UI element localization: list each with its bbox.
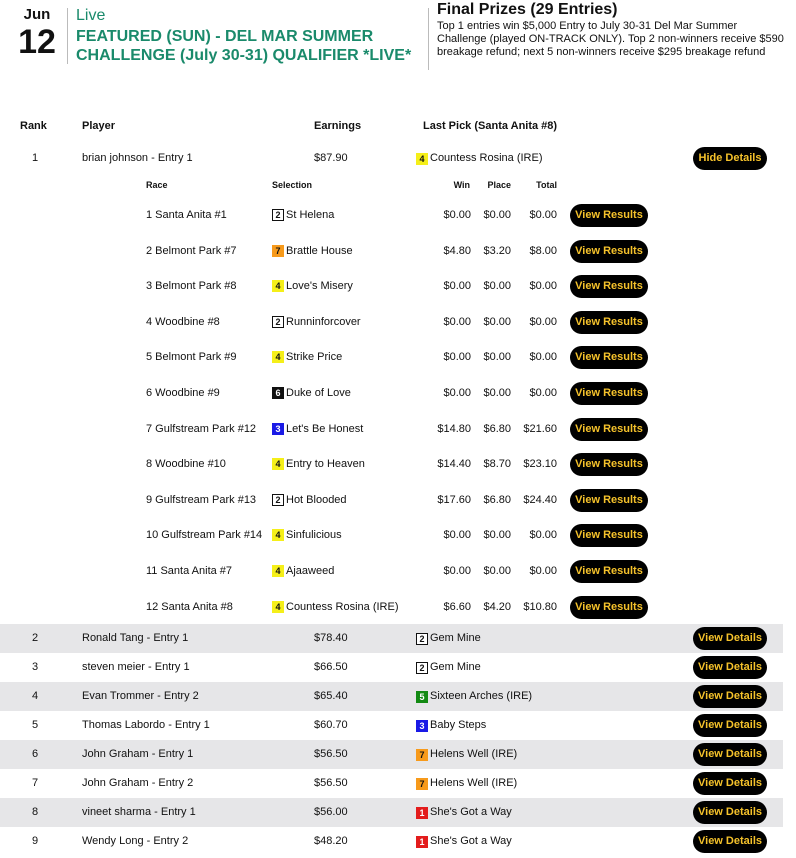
total-amount: $21.60 bbox=[523, 422, 557, 435]
win-amount: $14.80 bbox=[437, 422, 471, 435]
view-results-button[interactable]: View Results bbox=[570, 346, 648, 369]
earnings-cell: $66.50 bbox=[314, 661, 348, 673]
leaderboard-row bbox=[0, 798, 783, 827]
rank-cell: 7 bbox=[32, 777, 39, 789]
view-results-button[interactable]: View Results bbox=[570, 453, 648, 476]
horse-name: Gem Mine bbox=[430, 661, 481, 673]
contest-status: Live bbox=[76, 7, 106, 24]
horse-name: Entry to Heaven bbox=[286, 458, 365, 471]
race-name: 2 Belmont Park #7 bbox=[146, 244, 237, 257]
prizes-heading: Final Prizes (29 Entries) bbox=[437, 1, 618, 18]
player-name: vineet sharma - Entry 1 bbox=[82, 806, 196, 818]
rank-cell: 3 bbox=[32, 661, 39, 673]
program-number: 4 bbox=[272, 280, 284, 292]
race-name: 8 Woodbine #10 bbox=[146, 458, 226, 471]
leaderboard-row bbox=[0, 711, 783, 740]
rank-cell: 1 bbox=[32, 152, 39, 164]
race-name: 12 Santa Anita #8 bbox=[146, 600, 233, 613]
program-number: 4 bbox=[272, 351, 284, 363]
place-amount: $6.80 bbox=[483, 493, 511, 506]
view-details-button[interactable]: View Details bbox=[693, 627, 767, 650]
program-number: 7 bbox=[416, 778, 428, 790]
details-header-selection: Selection bbox=[272, 180, 313, 190]
selection bbox=[272, 201, 334, 229]
view-details-button[interactable]: View Details bbox=[693, 772, 767, 795]
program-number: 4 bbox=[272, 529, 284, 541]
contest-header bbox=[0, 0, 796, 74]
race-name: 1 Santa Anita #1 bbox=[146, 209, 227, 221]
race-name: 5 Belmont Park #9 bbox=[146, 351, 237, 364]
horse-name: Sixteen Arches (IRE) bbox=[430, 690, 533, 702]
place-amount: $0.00 bbox=[483, 315, 511, 328]
race-detail-row bbox=[0, 450, 783, 478]
rank-cell: 9 bbox=[32, 835, 39, 847]
details-header-race: Race bbox=[146, 180, 168, 190]
leaderboard-row bbox=[0, 144, 783, 173]
horse-name: Brattle House bbox=[286, 244, 353, 257]
column-header-player: Player bbox=[82, 120, 116, 132]
last-pick bbox=[416, 624, 481, 653]
contest-date bbox=[14, 6, 60, 60]
prizes-description: Top 1 entries win $5,000 Entry to July 30-31 Del Mar Summer Challenge (played ON-TRACK ONLY). Top 2 non-winners receive $590 breakage refund; next 5 non-winners receive $295 breakage refund bbox=[437, 20, 784, 58]
total-amount: $23.10 bbox=[523, 458, 557, 471]
total-amount: $0.00 bbox=[529, 209, 557, 221]
win-amount: $0.00 bbox=[443, 351, 471, 364]
last-pick bbox=[416, 682, 532, 711]
place-amount: $0.00 bbox=[483, 351, 511, 364]
rank-cell: 4 bbox=[32, 690, 39, 702]
selection bbox=[272, 343, 342, 371]
horse-name: She's Got a Way bbox=[430, 835, 512, 847]
win-amount: $4.80 bbox=[443, 244, 471, 257]
selection bbox=[272, 521, 342, 549]
selection bbox=[272, 557, 334, 585]
win-amount: $0.00 bbox=[443, 280, 471, 293]
horse-name: Strike Price bbox=[286, 351, 343, 364]
race-detail-row bbox=[0, 557, 783, 585]
program-number: 3 bbox=[416, 720, 428, 732]
view-details-button[interactable]: View Details bbox=[693, 656, 767, 679]
total-amount: $10.80 bbox=[523, 600, 557, 613]
horse-name: She's Got a Way bbox=[430, 806, 512, 818]
player-name: brian johnson - Entry 1 bbox=[82, 152, 193, 164]
earnings-cell: $56.50 bbox=[314, 748, 348, 760]
details-header-win: Win bbox=[453, 180, 470, 190]
program-number: 2 bbox=[272, 494, 284, 506]
horse-name: Countess Rosina (IRE) bbox=[286, 600, 399, 613]
last-pick bbox=[416, 798, 512, 827]
header-divider bbox=[67, 8, 68, 64]
horse-name: Gem Mine bbox=[430, 632, 481, 644]
hide-details-button[interactable]: Hide Details bbox=[693, 147, 767, 170]
column-header-earnings: Earnings bbox=[314, 120, 362, 132]
rank-cell: 6 bbox=[32, 748, 39, 760]
place-amount: $6.80 bbox=[483, 422, 511, 435]
win-amount: $6.60 bbox=[443, 600, 471, 613]
win-amount: $0.00 bbox=[443, 529, 471, 542]
race-detail-row bbox=[0, 521, 783, 549]
horse-name: Sinfulicious bbox=[286, 529, 342, 542]
race-name: 7 Gulfstream Park #12 bbox=[146, 422, 257, 435]
program-number: 1 bbox=[416, 836, 428, 848]
program-number: 4 bbox=[272, 458, 284, 470]
earnings-cell: $48.20 bbox=[314, 835, 348, 847]
total-amount: $0.00 bbox=[529, 529, 557, 542]
date-month: Jun bbox=[23, 6, 51, 23]
player-name: Thomas Labordo - Entry 1 bbox=[82, 719, 210, 731]
horse-name: Duke of Love bbox=[286, 387, 351, 399]
earnings-cell: $87.90 bbox=[314, 152, 348, 164]
place-amount: $0.00 bbox=[483, 529, 511, 542]
race-detail-row bbox=[0, 201, 783, 229]
horse-name: Helens Well (IRE) bbox=[430, 748, 518, 760]
race-detail-row bbox=[0, 593, 783, 621]
selection bbox=[272, 237, 353, 265]
prizes-block bbox=[437, 0, 789, 59]
view-results-button[interactable]: View Results bbox=[570, 311, 648, 334]
date-day: 12 bbox=[18, 23, 56, 61]
player-name: Evan Trommer - Entry 2 bbox=[82, 690, 199, 702]
earnings-cell: $60.70 bbox=[314, 719, 348, 731]
leaderboard-row bbox=[0, 827, 783, 856]
program-number: 2 bbox=[272, 316, 284, 328]
player-name: John Graham - Entry 2 bbox=[82, 777, 194, 789]
earnings-cell: $65.40 bbox=[314, 690, 348, 702]
race-detail-row bbox=[0, 379, 783, 407]
selection bbox=[272, 593, 399, 621]
program-number: 6 bbox=[272, 387, 284, 399]
place-amount: $0.00 bbox=[483, 387, 511, 399]
last-pick bbox=[416, 653, 481, 682]
view-details-button[interactable]: View Details bbox=[693, 685, 767, 708]
leaderboard-row bbox=[0, 653, 783, 682]
race-name: 3 Belmont Park #8 bbox=[146, 280, 237, 293]
race-name: 6 Woodbine #9 bbox=[146, 387, 220, 399]
total-amount: $0.00 bbox=[529, 387, 557, 399]
earnings-cell: $56.00 bbox=[314, 806, 348, 818]
earnings-cell: $56.50 bbox=[314, 777, 348, 789]
race-name: 10 Gulfstream Park #14 bbox=[146, 529, 263, 542]
horse-name: Runninforcover bbox=[286, 315, 361, 328]
leaderboard-row bbox=[0, 624, 783, 653]
contest-title-block bbox=[76, 6, 421, 65]
selection bbox=[272, 379, 351, 407]
leaderboard-row bbox=[0, 769, 783, 798]
horse-name: Let's Be Honest bbox=[286, 422, 364, 435]
program-number: 4 bbox=[272, 601, 284, 613]
view-results-button[interactable]: View Results bbox=[570, 240, 648, 263]
horse-name: Baby Steps bbox=[430, 719, 487, 731]
program-number: 2 bbox=[416, 633, 428, 645]
race-name: 11 Santa Anita #7 bbox=[146, 565, 233, 577]
total-amount: $0.00 bbox=[529, 315, 557, 328]
race-name: 9 Gulfstream Park #13 bbox=[146, 493, 257, 506]
leaderboard-row bbox=[0, 740, 783, 769]
header-divider bbox=[428, 8, 429, 70]
horse-name: St Helena bbox=[286, 209, 335, 221]
horse-name: Helens Well (IRE) bbox=[430, 777, 518, 789]
program-number: 7 bbox=[416, 749, 428, 761]
player-name: John Graham - Entry 1 bbox=[82, 748, 194, 760]
race-detail-row bbox=[0, 237, 783, 265]
race-detail-row bbox=[0, 272, 783, 300]
selection bbox=[272, 308, 361, 336]
view-details-button[interactable]: View Details bbox=[693, 801, 767, 824]
race-detail-row bbox=[0, 308, 783, 336]
program-number: 7 bbox=[272, 245, 284, 257]
view-results-button[interactable]: View Results bbox=[570, 204, 648, 227]
view-details-button[interactable]: View Details bbox=[693, 743, 767, 766]
program-number: 2 bbox=[416, 662, 428, 674]
place-amount: $4.20 bbox=[483, 600, 511, 613]
last-pick bbox=[416, 144, 543, 173]
win-amount: $0.00 bbox=[443, 387, 471, 399]
details-header-place: Place bbox=[487, 180, 511, 190]
horse-name: Ajaaweed bbox=[286, 565, 335, 577]
last-pick bbox=[416, 711, 486, 740]
view-results-button[interactable]: View Results bbox=[570, 560, 648, 583]
earnings-cell: $78.40 bbox=[314, 632, 348, 644]
view-results-button[interactable]: View Results bbox=[570, 418, 648, 441]
view-details-button[interactable]: View Details bbox=[693, 830, 767, 853]
place-amount: $8.70 bbox=[483, 458, 511, 471]
rank-cell: 2 bbox=[32, 632, 39, 644]
program-number: 1 bbox=[416, 807, 428, 819]
total-amount: $0.00 bbox=[529, 351, 557, 364]
place-amount: $0.00 bbox=[483, 209, 511, 221]
program-number: 2 bbox=[272, 209, 284, 221]
rank-cell: 8 bbox=[32, 806, 39, 818]
place-amount: $3.20 bbox=[483, 244, 511, 257]
race-detail-row bbox=[0, 415, 783, 443]
view-results-button[interactable]: View Results bbox=[570, 524, 648, 547]
column-header-last-pick: Last Pick (Santa Anita #8) bbox=[423, 120, 558, 132]
last-pick bbox=[416, 827, 512, 856]
last-pick bbox=[416, 740, 517, 769]
total-amount: $0.00 bbox=[529, 280, 557, 293]
race-name: 4 Woodbine #8 bbox=[146, 315, 220, 328]
view-results-button[interactable]: View Results bbox=[570, 275, 648, 298]
race-detail-row bbox=[0, 343, 783, 371]
view-results-button[interactable]: View Results bbox=[570, 596, 648, 619]
horse-name: Hot Blooded bbox=[286, 493, 347, 506]
view-results-button[interactable]: View Results bbox=[570, 489, 648, 512]
selection bbox=[272, 486, 347, 514]
win-amount: $14.40 bbox=[437, 458, 471, 471]
win-amount: $17.60 bbox=[437, 493, 471, 506]
total-amount: $24.40 bbox=[523, 493, 557, 506]
win-amount: $0.00 bbox=[443, 565, 471, 577]
total-amount: $0.00 bbox=[529, 565, 557, 577]
horse-name: Countess Rosina (IRE) bbox=[430, 152, 543, 164]
column-header-rank: Rank bbox=[20, 120, 47, 132]
player-name: steven meier - Entry 1 bbox=[82, 661, 190, 673]
place-amount: $0.00 bbox=[483, 280, 511, 293]
selection bbox=[272, 450, 365, 478]
contest-title: FEATURED (SUN) - DEL MAR SUMMER CHALLENGE (July 30-31) QUALIFIER *LIVE* bbox=[76, 28, 412, 64]
program-number: 4 bbox=[416, 153, 428, 165]
horse-name: Love's Misery bbox=[286, 280, 353, 293]
player-name: Wendy Long - Entry 2 bbox=[82, 835, 189, 847]
win-amount: $0.00 bbox=[443, 209, 471, 221]
total-amount: $8.00 bbox=[529, 244, 557, 257]
rank-cell: 5 bbox=[32, 719, 39, 731]
program-number: 5 bbox=[416, 691, 428, 703]
view-results-button[interactable]: View Results bbox=[570, 382, 648, 405]
player-name: Ronald Tang - Entry 1 bbox=[82, 632, 189, 644]
selection bbox=[272, 415, 363, 443]
win-amount: $0.00 bbox=[443, 315, 471, 328]
leaderboard-row bbox=[0, 682, 783, 711]
details-header-total: Total bbox=[536, 180, 557, 190]
selection bbox=[272, 272, 353, 300]
race-detail-row bbox=[0, 486, 783, 514]
program-number: 3 bbox=[272, 423, 284, 435]
program-number: 4 bbox=[272, 565, 284, 577]
place-amount: $0.00 bbox=[483, 565, 511, 577]
last-pick bbox=[416, 769, 517, 798]
view-details-button[interactable]: View Details bbox=[693, 714, 767, 737]
